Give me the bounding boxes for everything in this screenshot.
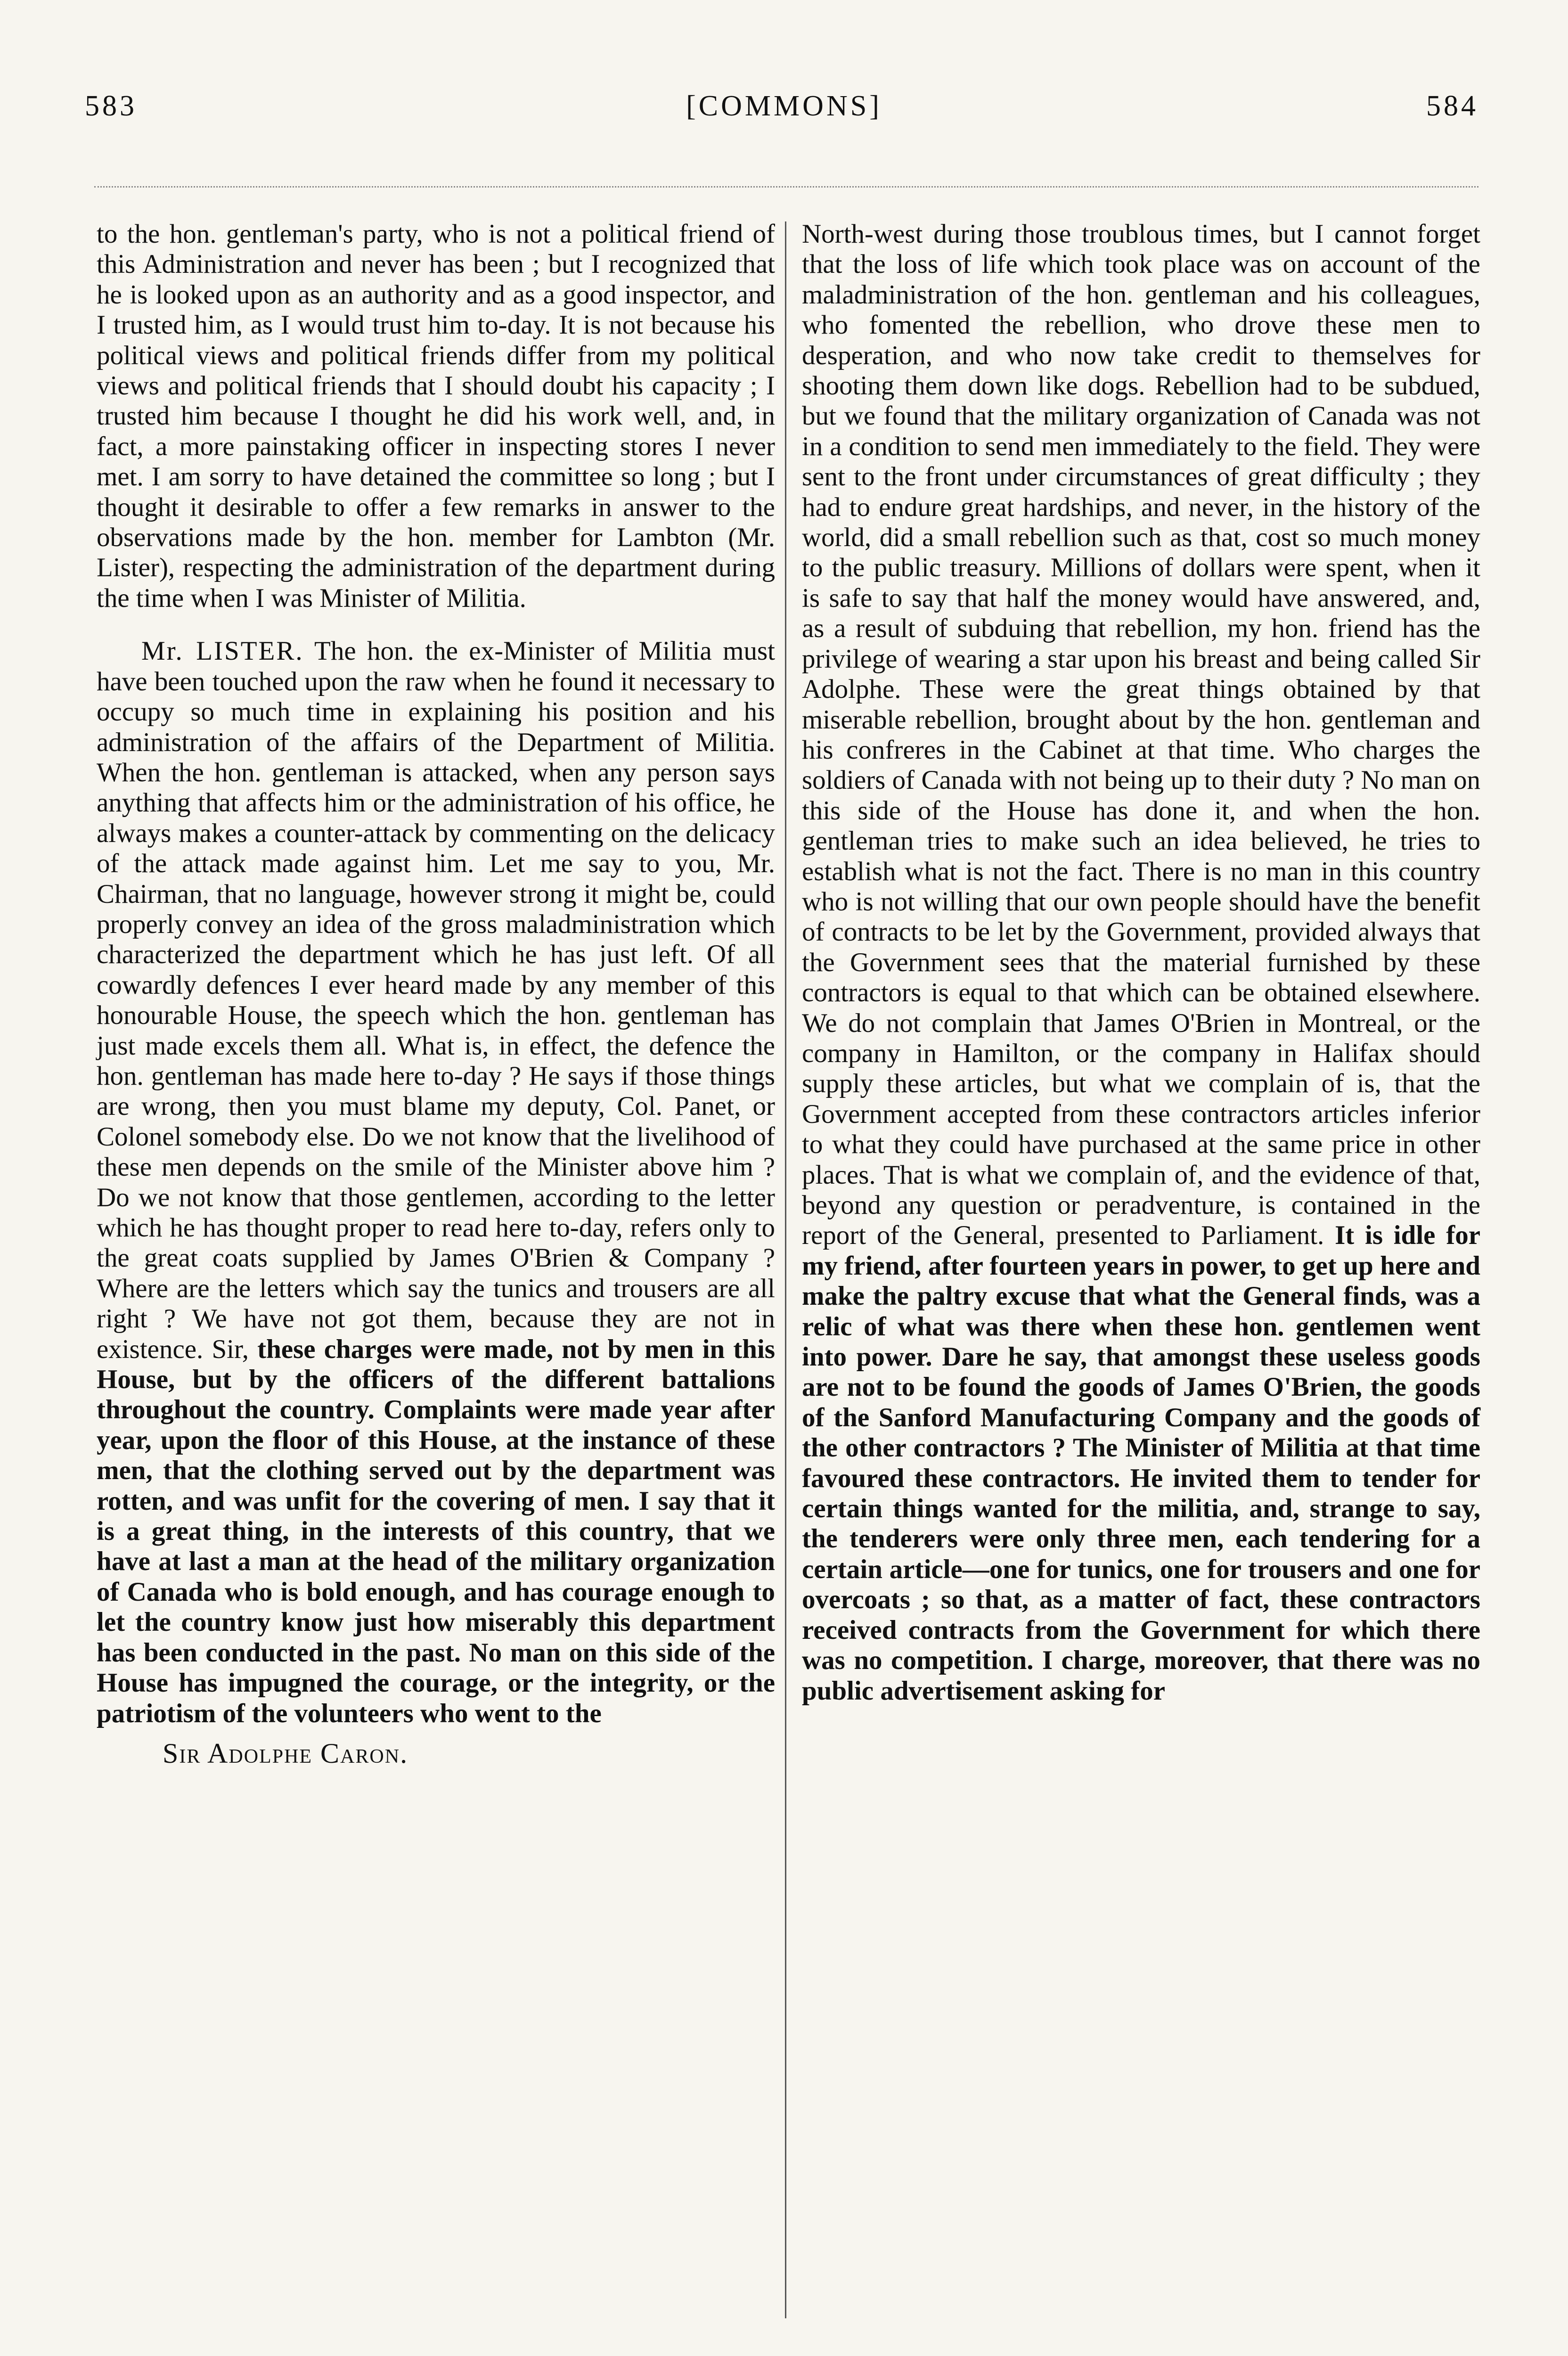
lister-speech	[97, 636, 775, 1729]
right-paragraph-regular: North-west during those troublous times, but I cannot forget that the loss of life which took place was on account of the maladministration of the hon. gentleman and his colleagues, who fomented the rebellion, who drove these men to desperation, and who now take credit to themselves for shooting them down like dogs. Rebellion had to be subdued, but we found that the military organization of Canada was not in a condition to send men immediately to the field. They were sent to the front under circumstances of great difficulty ; they had to endure great hardships, and never, in the history of the world, did a small rebellion such as that, cost so much money to the public treasury. Millions of dollars were spent, when it is safe to say that half the money would have answered, and, as a result of subduing that rebellion, my hon. friend has the privilege of wearing a star upon his breast and being called Sir Adolphe. These were the great things obtained by that miserable rebellion, brought about by the hon. gentleman and his confreres in the Cabinet at that time. Who charges the soldiers of Canada with not being up to their duty ? No man on this side of the House has done it, and when the hon. gentleman tries to make such an idea believed, he tries to establish what is not the fact. There is no man in this country who is not willing that our own people should have the benefit of contracts to be let by the Government, provided always that the Government sees that the material furnished by these contractors is equal to that which can be obtained elsewhere. We do not complain that James O'Brien in Montreal, or the company in Hamilton, or the company in Halifax should supply these articles, but what we complain of is, that the Government accepted from these contractors articles inferior to what they could have purchased at the same price in other places. That is what we complain of, and the evidence of that, beyond any question or peradventure, is contained in the report of the General, presented to Parliament.	[802, 219, 1480, 1251]
left-column	[97, 219, 775, 1768]
column-divider	[785, 221, 786, 2318]
lister-speech-bold: these charges were made, not by men in this House, but by the officers of the different battalions throughout the country. Complaints were made year after year, upon the floor of this House, at the instance of these men, that the clothing served out by the department was rotten, and was unfit for the covering of men. I say that it is a great thing, in the interests of this country, that we have at last a man at the head of the military organization of Canada who is bold enough, and has courage enough to let the country know just how miserably this department has been conducted in the past. No man on this side of the House has impugned the courage, or the integrity, or the patriotism of the volunteers who went to the	[97, 1334, 776, 1728]
running-title: [COMMONS]	[686, 90, 882, 122]
footer-speaker: Sir Adolphe Caron.	[163, 1737, 408, 1769]
right-paragraph	[802, 219, 1480, 1706]
running-footer	[97, 1738, 775, 1768]
header-rule	[94, 186, 1478, 188]
page-header	[0, 90, 1568, 146]
left-paragraph-1: to the hon. gentleman's party, who is not a political friend of this Administration and never has been ; but I recognized that he is looked upon as an authority and as a good inspector, and I trusted him, as I would trust him to-day. It is not because his political views and political friends differ from my political views and political friends that I should doubt his capacity ; I trusted him because I thought he did his work well, and, in fact, a more painstaking officer in inspecting stores I never met. I am sorry to have detained the committee so long ; but I thought it desirable to offer a few remarks in answer to the observations made by the hon. member for Lambton (Mr. Lister), respecting the administration of the department during the time when I was Minister of Militia.	[97, 219, 775, 613]
lister-speech-regular: The hon. the ex-Minister of Militia must have been touched upon the raw when he found it necessary to occupy so much time in explaining his position and his administration of the affairs of the Department of Militia. When the hon. gentleman is attacked, when any person says anything that affects him or the administration of his office, he always makes a counter-attack by commenting on the delicacy of the attack made against him. Let me say to you, Mr. Chairman, that no language, however strong it might be, could properly convey an idea of the gross maladministration which characterized the department which he has just left. Of all cowardly defences I ever heard made by any member of this honourable House, the speech which the hon. gentleman has just made excels them all. What is, in effect, the defence the hon. gentleman has made here to-day ? He says if those things are wrong, then you must blame my deputy, Col. Panet, or Colonel somebody else. Do we not know that the livelihood of these men depends on the smile of the Minister above him ? Do we not know that those gentlemen, according to the letter which he has thought proper to read here to-day, refers only to the great coats supplied by James O'Brien & Company ? Where are the letters which say the tunics and trousers are all right ? We have not got them, because they are not in existence. Sir,	[97, 636, 775, 1364]
page-number-left: 583	[85, 90, 137, 122]
speaker-name: Mr. LISTER.	[141, 636, 304, 666]
right-column	[802, 219, 1480, 1706]
page-number-right: 584	[1426, 90, 1478, 122]
right-paragraph-bold: It is idle for my friend, after fourteen years in power, to get up here and make the paltry excuse that what the General finds, was a relic of what was there when these hon. gentlemen went into power. Dare he say, that amongst these useless goods are not to be found the goods of James O'Brien, the goods of the Sanford Manufacturing Company and the goods of the other contractors ? The Minister of Militia at that time favoured these contractors. He invited them to tender for certain things wanted for the militia, and, strange to say, the tenderers were only three men, each tendering for a certain article—one for tunics, one for trousers and one for overcoats ; so that, as a matter of fact, these contractors received contracts from the Government for which there was no competition. I charge, moreover, that there was no public advertisement asking for	[802, 1220, 1480, 1706]
